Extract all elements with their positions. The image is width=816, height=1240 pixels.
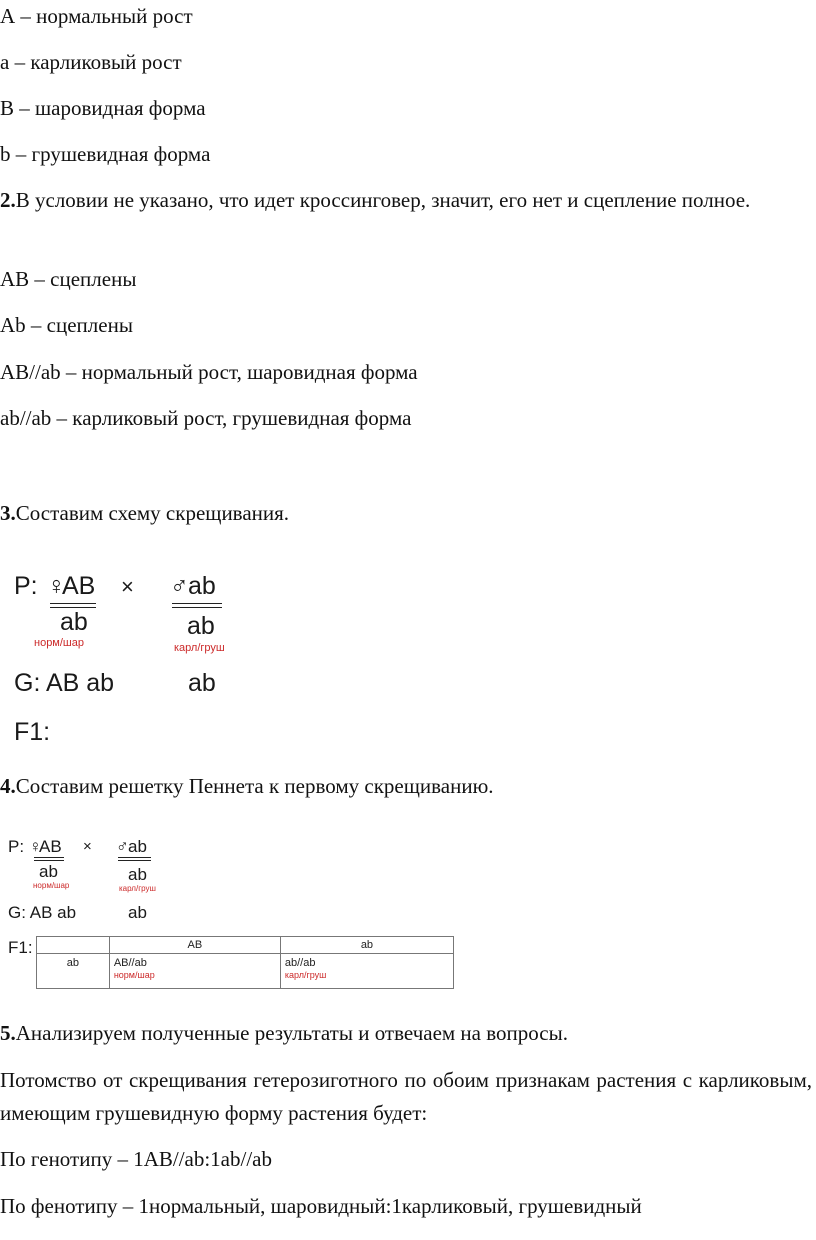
small-male-top: ab	[128, 837, 147, 856]
scheme-p-label: P:	[14, 572, 38, 600]
small-male-pheno: карл/груш	[119, 884, 156, 893]
small-f1-label: F1:	[8, 938, 33, 957]
step2-text: В условии не указано, что идет кроссинговер, значит, его нет и сцепление полное.	[15, 188, 751, 212]
punnett-row-male-gamete: ab	[37, 954, 110, 989]
small-male-underline-2	[118, 860, 151, 861]
step3-heading	[0, 497, 289, 530]
scheme-gametes: G: AB ab	[14, 669, 115, 697]
small-gametes: G: AB ab	[8, 903, 77, 922]
small-female-underline-1	[34, 857, 64, 858]
small-female-bottom: ab	[39, 862, 58, 881]
step3-number: 3.	[0, 501, 16, 525]
punnett-cell-1-genotype: AB//ab	[113, 957, 147, 969]
punnett-cell-1	[109, 954, 280, 989]
scheme-male-bottom: ab	[187, 612, 215, 640]
step5-heading	[0, 1017, 568, 1050]
scheme-female-pheno: норм/шар	[34, 637, 84, 649]
small-p-label: P:	[8, 837, 25, 856]
step2-line-2: Ab – сцеплены	[0, 313, 133, 337]
punnett-header-row	[37, 937, 454, 954]
small-female-underline-2	[34, 860, 64, 861]
punnett-cell-2	[280, 954, 453, 989]
small-male-underline-1	[118, 857, 151, 858]
step5-number: 5.	[0, 1021, 16, 1045]
small-male-bottom: ab	[128, 865, 147, 884]
step2-line-1: АВ – сцеплены	[0, 267, 137, 291]
punnett-cell-1-pheno: норм/шар	[113, 970, 155, 980]
cross-sign-icon: ×	[121, 574, 134, 599]
step2-line-4: ab//ab – карликовый рост, грушевидная форма	[0, 406, 412, 430]
step2-line-3: АВ//ab – нормальный рост, шаровидная форма	[0, 360, 418, 384]
step4-text: Составим решетку Пеннета к первому скрещиванию.	[15, 774, 494, 798]
legend-line-b-dominant: В – шаровидная форма	[0, 96, 206, 120]
legend-line-b-recessive: b – грушевидная форма	[0, 142, 211, 166]
step5-paragraph: Потомство от скрещивания гетерозиготного по обоим признакам растения с карликовым, имеющим грушевидную форму растения будет:	[0, 1068, 812, 1125]
legend-line-a-recessive: а – карликовый рост	[0, 50, 182, 74]
female-underline-1	[50, 603, 96, 604]
scheme-gametes-male: ab	[188, 669, 216, 697]
scheme-female-top: AB	[62, 572, 96, 600]
small-male-sign-icon: ♂	[116, 837, 129, 856]
step2-paragraph	[0, 184, 812, 217]
punnett-square	[36, 936, 454, 989]
step4-heading	[0, 770, 494, 803]
step4-number: 4.	[0, 774, 16, 798]
small-gametes-male: ab	[128, 903, 147, 922]
punnett-cell-2-pheno: карл/груш	[284, 970, 327, 980]
small-female-pheno: норм/шар	[33, 881, 70, 890]
step3-text: Составим схему скрещивания.	[15, 501, 290, 525]
scheme-male-pheno: карл/груш	[174, 642, 225, 654]
small-female-sign-icon: ♀	[29, 837, 42, 856]
step5-phenotype-ratio: По фенотипу – 1нормальный, шаровидный:1карликовый, грушевидный	[0, 1194, 642, 1218]
male-sign-icon: ♂	[170, 572, 189, 600]
punnett-cell-2-genotype: ab//ab	[284, 957, 316, 969]
punnett-header-female-gamete-2: ab	[280, 937, 453, 954]
scheme-f1-label: F1:	[14, 718, 51, 746]
step5-genotype-ratio: По генотипу – 1АВ//ab:1ab//ab	[0, 1147, 272, 1171]
female-sign-icon: ♀	[47, 572, 66, 600]
male-underline-1	[172, 603, 222, 604]
punnett-header-female-gamete: AB	[109, 937, 280, 954]
scheme-female-bottom: ab	[60, 608, 88, 636]
male-underline-2	[172, 607, 222, 608]
step2-number: 2.	[0, 188, 16, 212]
punnett-row	[37, 954, 454, 989]
step5-text: Анализируем полученные результаты и отвечаем на вопросы.	[15, 1021, 568, 1045]
small-cross-sign-icon: ×	[83, 838, 92, 855]
punnett-corner-cell	[37, 937, 110, 954]
legend-line-a-dominant: А – нормальный рост	[0, 4, 193, 28]
small-female-top: AB	[39, 837, 62, 856]
scheme-male-top: ab	[188, 572, 216, 600]
